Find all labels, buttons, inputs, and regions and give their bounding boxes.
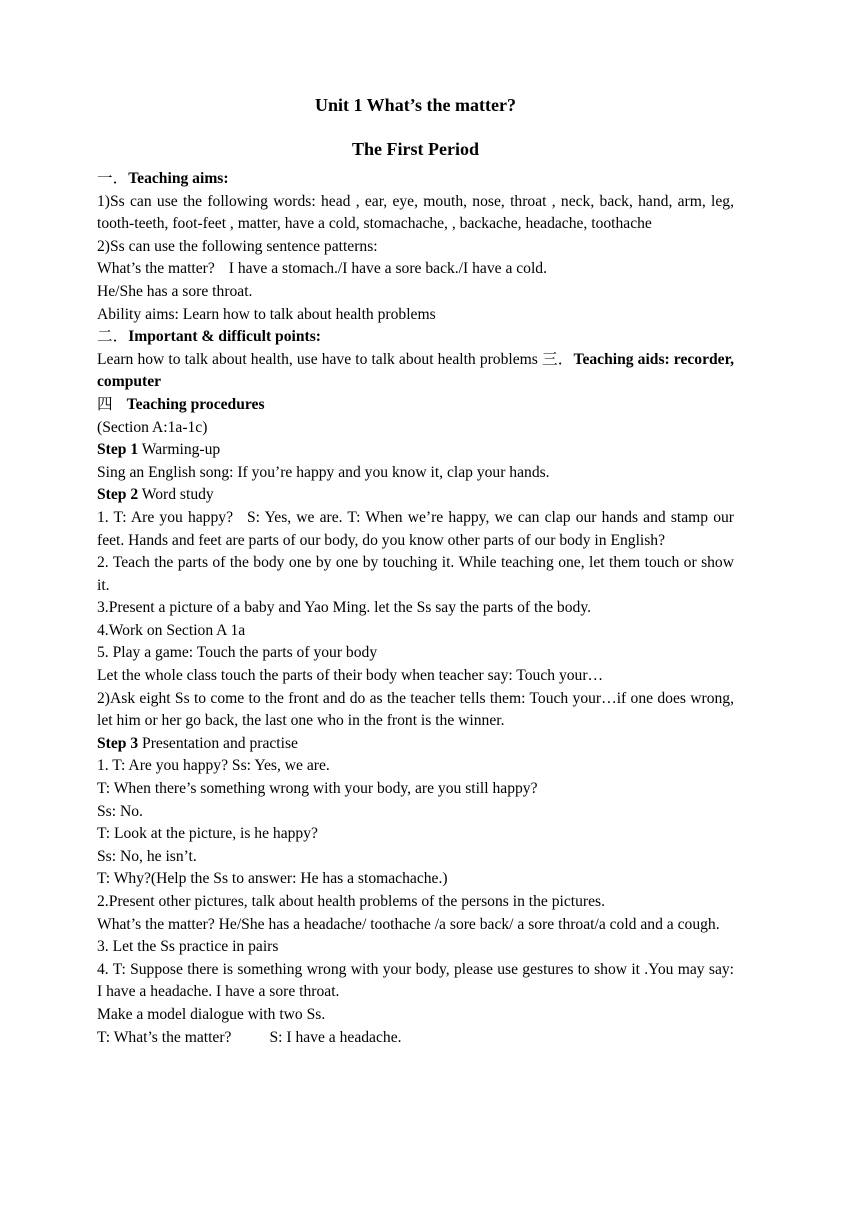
aims-example-2: He/She has a sore throat. (97, 282, 253, 300)
step-1-text: Sing an English song: If you’re happy and you know it, clap your hands. (97, 463, 550, 481)
word-study-1 (97, 507, 734, 552)
section-number: 三． (541, 350, 574, 368)
section-heading-points (97, 326, 734, 349)
practise-10: 4. T: Suppose there is something wrong with your body, please use gestures to show it .You may say: I have a headache. I have a sore throat. (97, 960, 734, 1001)
word-study-3: 3.Present a picture of a baby and Yao Ming. let the Ss say the parts of the body. (97, 599, 591, 617)
teacher-question: 1. T: Are you happy? (97, 508, 233, 526)
aims-words: 1)Ss can use the following words: head , ear, eye, mouth, nose, throat , neck, back, hand, arm, leg, tooth-teeth, foot-feet , matter, have a cold, stomachache, , backache, headache, toothache (97, 192, 734, 233)
section-number: 二． (97, 328, 129, 346)
page-title: Unit 1 What’s the matter? (315, 95, 516, 115)
practise-9: 3. Let the Ss practice in pairs (97, 938, 279, 956)
practise-3: Ss: No. (97, 802, 143, 820)
section-number: 一． (97, 170, 129, 187)
step-title: Warming-up (138, 441, 221, 459)
practise-12 (97, 1027, 734, 1050)
section-title: Teaching aims: (128, 170, 229, 187)
section-heading-aims (97, 168, 734, 191)
word-study-6: Let the whole class touch the parts of their body when teacher say: Touch your… (97, 667, 604, 685)
practise-11: Make a model dialogue with two Ss. (97, 1005, 326, 1023)
page-subtitle: The First Period (352, 139, 479, 159)
student-line: S: I have a headache. (269, 1028, 402, 1046)
points-and-aids (97, 349, 734, 394)
practise-5: Ss: No, he isn’t. (97, 847, 197, 865)
step-2-heading (97, 484, 734, 507)
step-label: Step 2 (97, 486, 139, 504)
practise-7: 2.Present other pictures, talk about health problems of the persons in the pictures. (97, 893, 605, 910)
word-study-2: 2. Teach the parts of the body one by one by touching it. While teaching one, let them touch or show it. (97, 554, 734, 594)
practise-1: 1. T: Are you happy? Ss: Yes, we are. (97, 757, 330, 775)
step-label: Step 1 (97, 441, 139, 459)
practise-8: What’s the matter? He/She has a headache/ toothache /a sore back/ a sore throat/a cold and a cough. (97, 915, 720, 933)
practise-4: T: Look at the picture, is he happy? (97, 825, 318, 843)
section-ref: (Section A:1a-1c) (97, 418, 208, 436)
word-study-4: 4.Work on Section A 1a (97, 621, 246, 639)
step-label: Step 3 (97, 734, 139, 752)
aims-patterns: 2)Ss can use the following sentence patterns: (97, 237, 378, 255)
teacher-line: T: What’s the matter? (97, 1028, 232, 1046)
dialogue-text: S: Yes, we are. T: When we’re happy, we can clap our hands and stamp our feet. Hands and feet are parts of our body, do you know other parts of our body in English? (97, 508, 734, 549)
pattern-question: What’s the matter? (97, 260, 215, 278)
word-study-5: 5. Play a game: Touch the parts of your body (97, 644, 378, 662)
pattern-answers: I have a stomach./I have a sore back./I have a cold. (228, 260, 548, 278)
practise-6: T: Why?(Help the Ss to answer: He has a stomachache.) (97, 870, 448, 888)
aims-example (97, 258, 734, 281)
section-heading-procedures (97, 394, 734, 417)
document-page (97, 92, 734, 1049)
section-title: Teaching procedures (126, 395, 265, 413)
step-title: Word study (138, 486, 214, 504)
ability-aims: Ability aims: Learn how to talk about health problems (97, 305, 436, 323)
step-1-heading (97, 439, 734, 462)
section-title-aids: Teaching aids: recorder, computer (97, 350, 734, 391)
step-title: Presentation and practise (138, 734, 298, 752)
section-number: 四 (97, 395, 113, 413)
section-title: Important & difficult points: (128, 328, 321, 346)
points-text: Learn how to talk about health, use have to talk about health problems (97, 350, 542, 368)
step-3-heading (97, 733, 734, 756)
word-study-7: 2)Ask eight Ss to come to the front and do as the teacher tells them: Touch your…if one does wrong, let him or her go back, the last one who in the front is the winner. (97, 689, 734, 730)
practise-2: T: When there’s something wrong with your body, are you still happy? (97, 780, 538, 798)
